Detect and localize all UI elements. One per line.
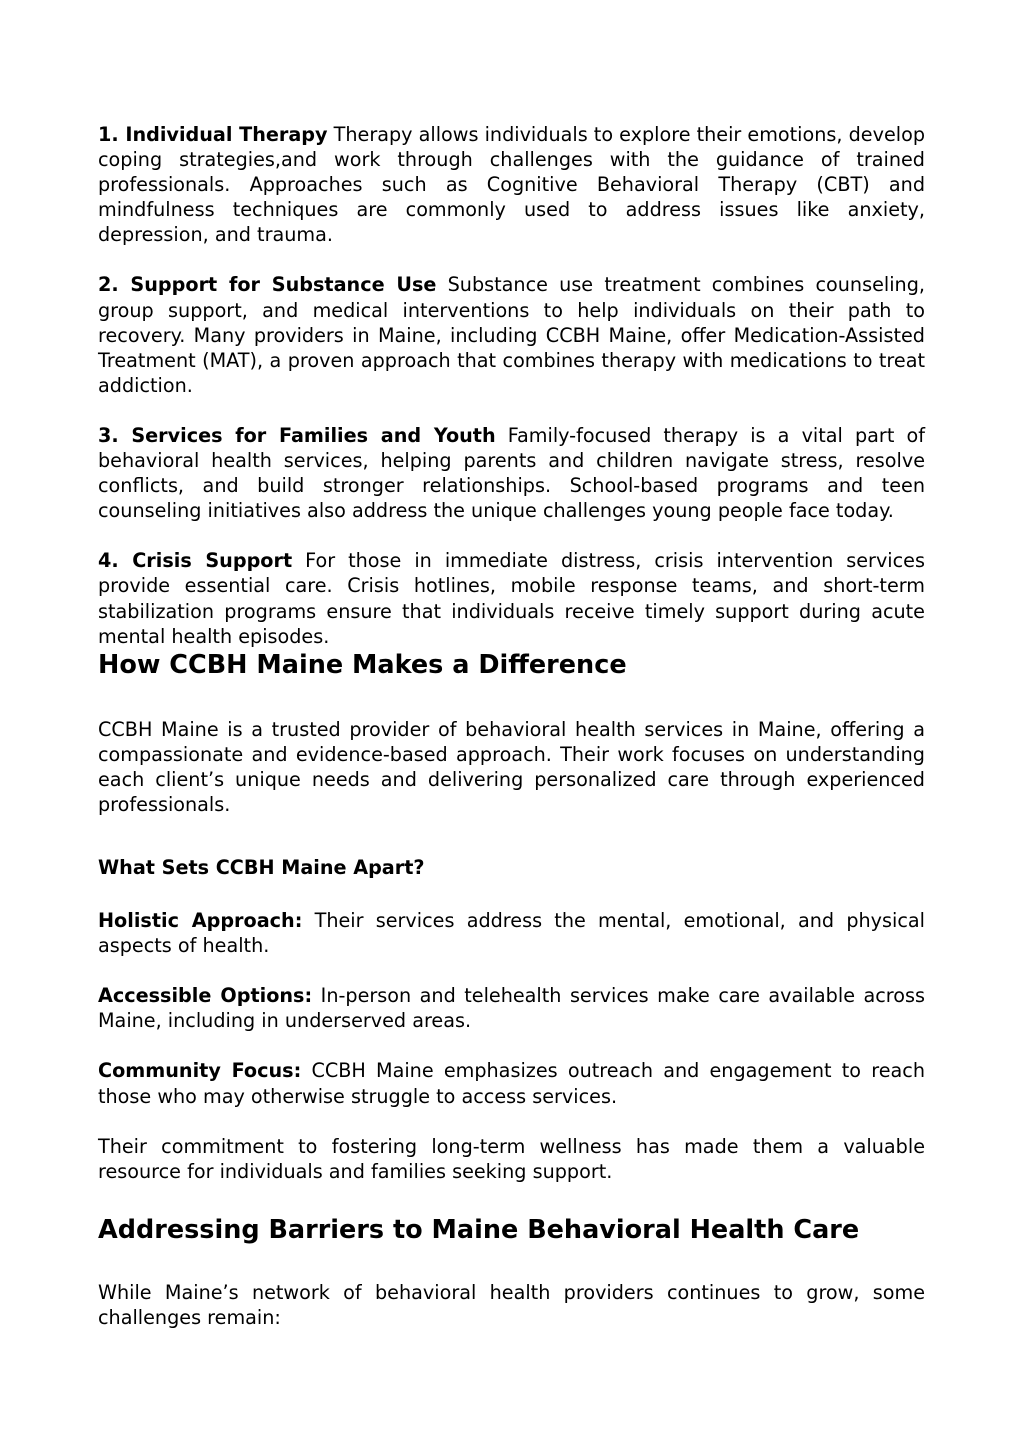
service-body: For those in immediate distress, crisis intervention services provide essential care. Crisis hotlines, mobile response teams, and short-term stabilization programs ensure that individuals receive timely support during acute mental health episodes. [98, 549, 925, 648]
service-body: Substance use treatment combines counseling, group support, and medical interventions to help individuals on their path to recovery. Many providers in Maine, including CCBH Maine, offer Medication-Assisted Treatment (MAT), a proven approach that combines therapy with medications to treat addiction. [98, 273, 925, 397]
feature-title: Accessible Options: [98, 984, 313, 1008]
service-substance-use [98, 272, 925, 397]
service-individual-therapy [98, 122, 925, 247]
barriers-intro: While Maine’s network of behavioral health providers continues to grow, some challenges remain: [98, 1280, 925, 1329]
feature-title: Holistic Approach: [98, 909, 303, 933]
feature-holistic-approach [98, 908, 925, 958]
service-title: 4. Crisis Support [98, 549, 293, 573]
feature-community-focus [98, 1058, 925, 1108]
subheading-apart: What Sets CCBH Maine Apart? [98, 856, 425, 880]
feature-body: In-person and telehealth services make care available across Maine, including in underserved areas. [98, 984, 925, 1033]
service-body: Family-focused therapy is a vital part of behavioral health services, helping parents and children navigate stress, resolve conflicts, and build stronger relationships. School-based programs and teen counseling initiatives also address the unique challenges young people face today. [98, 423, 925, 523]
feature-accessible-options [98, 983, 925, 1033]
section-heading-difference: How CCBH Maine Makes a Difference [98, 649, 627, 680]
commitment-paragraph: Their commitment to fostering long-term wellness has made them a valuable resource for individuals and families seeking support. [98, 1134, 925, 1183]
service-body: Therapy allows individuals to explore their emotions, develop coping strategies,and work through challenges with the guidance of trained professionals. Approaches such as Cognitive Behavioral Therapy (CBT) and mindfulness techniques are commonly used to address issues like anxiety, depression, and trauma. [98, 123, 925, 247]
service-families-youth [98, 423, 925, 523]
section-heading-barriers: Addressing Barriers to Maine Behavioral Health Care [98, 1214, 860, 1245]
service-title: 3. Services for Families and Youth [98, 423, 496, 447]
feature-body: CCBH Maine emphasizes outreach and engagement to reach those who may otherwise struggle to access services. [98, 1059, 925, 1108]
service-crisis-support [98, 548, 925, 648]
service-title: 1. Individual Therapy [98, 123, 328, 146]
service-title: 2. Support for Substance Use [98, 273, 437, 297]
feature-body: Their services address the mental, emotional, and physical aspects of health. [98, 909, 925, 958]
feature-title: Community Focus: [98, 1059, 302, 1083]
difference-intro: CCBH Maine is a trusted provider of behavioral health services in Maine, offering a compassionate and evidence-based approach. Their work focuses on understanding each client’s unique needs and delivering personalized care through experienced professionals. [98, 717, 925, 816]
